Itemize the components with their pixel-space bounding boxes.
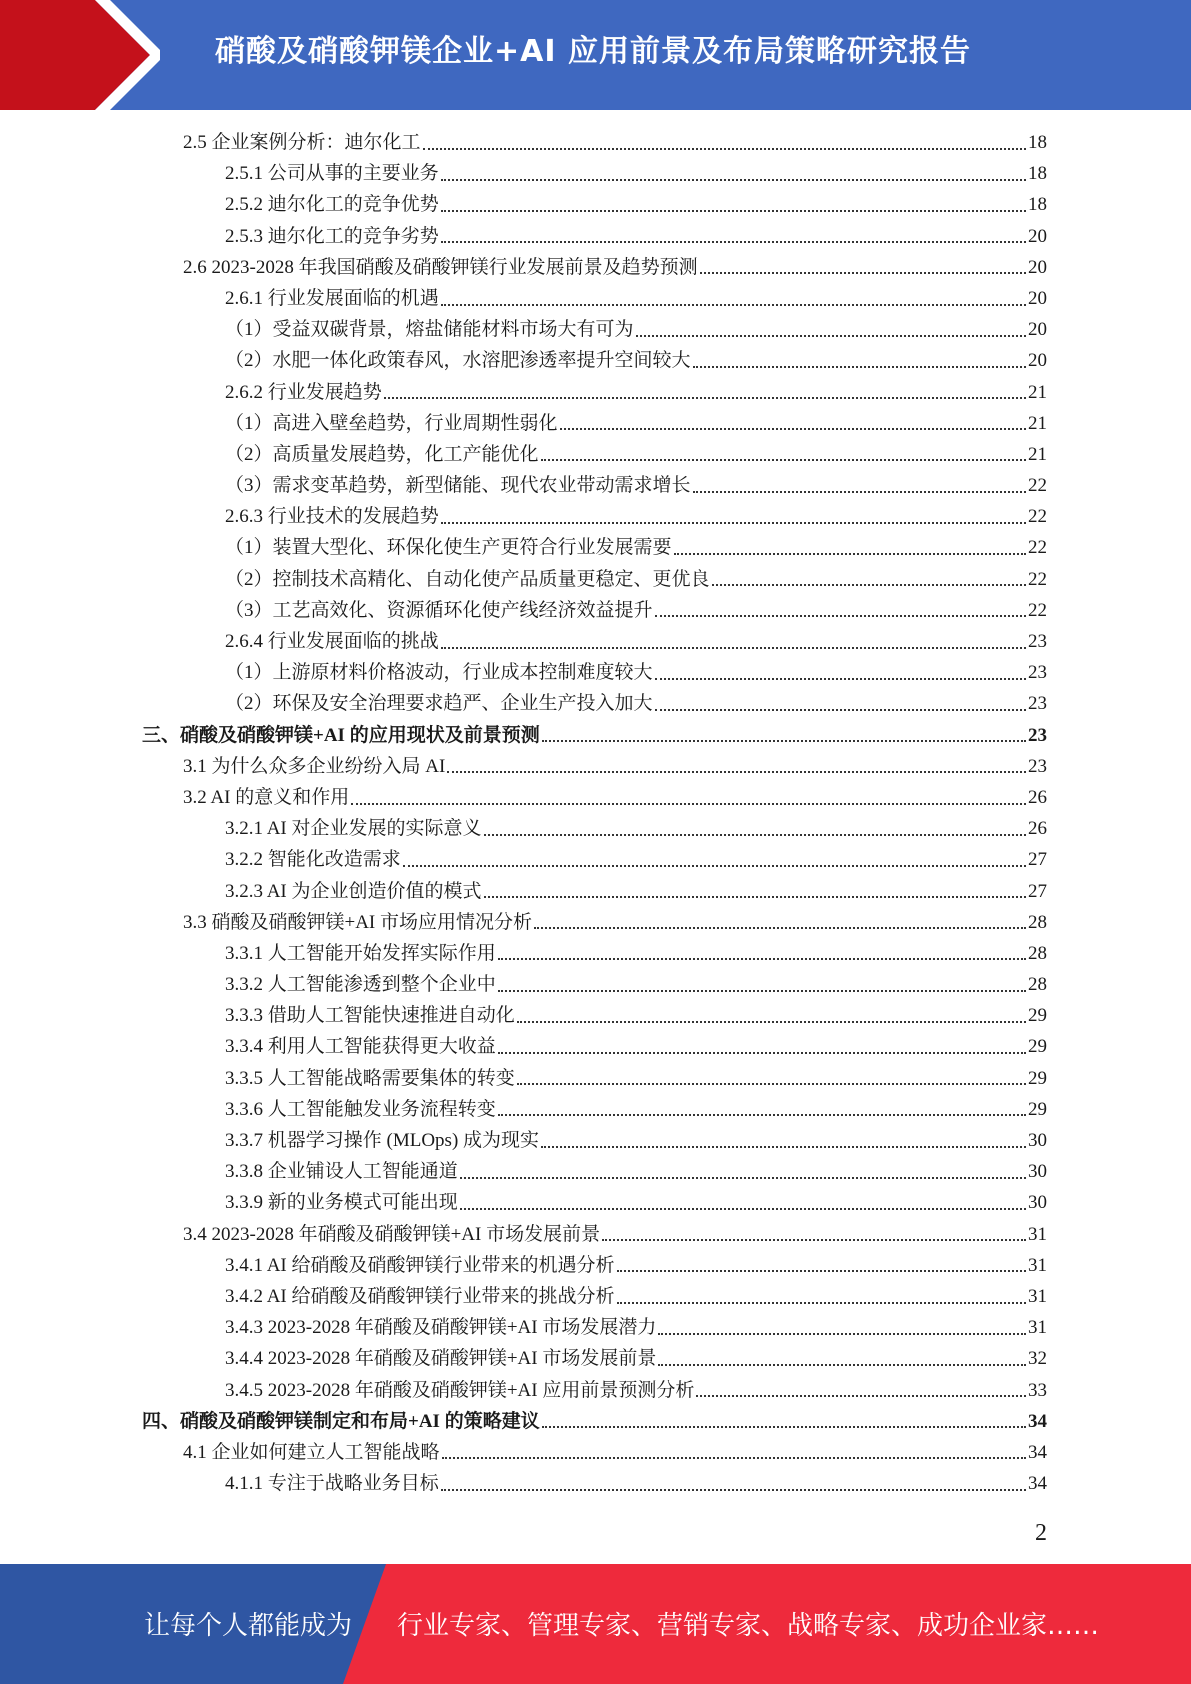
footer-slogan-right: 行业专家、管理专家、营销专家、战略专家、成功企业家…… [397, 1611, 1100, 1641]
toc-dot-leader [423, 148, 1026, 150]
toc-dot-leader [541, 459, 1026, 461]
toc-entry-page: 31 [1028, 1317, 1047, 1339]
toc-dot-leader [674, 553, 1026, 555]
toc-dot-leader [447, 771, 1026, 773]
toc-entry[interactable] [0, 1063, 1191, 1094]
toc-dot-leader [498, 1114, 1026, 1116]
toc-entry[interactable] [0, 938, 1191, 969]
toc-entry[interactable] [0, 1312, 1191, 1343]
toc-entry-page: 27 [1028, 849, 1047, 871]
toc-dot-leader [541, 1146, 1026, 1148]
toc-entry-page: 18 [1028, 132, 1047, 153]
toc-entry[interactable] [0, 439, 1191, 470]
toc-entry[interactable] [0, 1094, 1191, 1125]
toc-entry-label: 2.5 企业案例分析：迪尔化工 [183, 132, 421, 153]
toc-entry-label: 3.3.3 借助人工智能快速推进自动化 [225, 1005, 515, 1027]
toc-entry-page: 32 [1028, 1348, 1047, 1370]
toc-entry[interactable] [0, 283, 1191, 314]
toc-entry[interactable] [0, 1281, 1191, 1312]
toc-dot-leader [441, 304, 1026, 306]
toc-entry-page: 20 [1028, 287, 1047, 309]
toc-dot-leader [693, 491, 1026, 493]
toc-entry-label: 3.3.9 新的业务模式可能出现 [225, 1192, 458, 1214]
toc-entry-label: （2）控制技术高精化、自动化使产品质量更稳定、更优良 [225, 568, 710, 590]
toc-entry-label: （1）装置大型化、环保化使生产更符合行业发展需要 [225, 537, 672, 559]
toc-entry-page: 30 [1028, 1161, 1047, 1183]
toc-entry-label: （3）需求变革趋势，新型储能、现代农业带动需求增长 [225, 475, 691, 497]
toc-entry[interactable] [0, 751, 1191, 782]
toc-dot-leader [658, 1333, 1026, 1335]
toc-entry[interactable] [0, 377, 1191, 408]
toc-dot-leader [602, 1239, 1026, 1241]
toc-entry-page: 29 [1028, 1005, 1047, 1027]
toc-dot-leader [693, 366, 1026, 368]
toc-entry-label: 3.2.3 AI 为企业创造价值的模式 [225, 880, 482, 902]
toc-entry-page: 22 [1028, 599, 1047, 621]
toc-entry-label: 3.3 硝酸及硝酸钾镁+AI 市场应用情况分析 [183, 911, 533, 933]
toc-dot-leader [441, 210, 1026, 212]
toc-entry-label: 3.3.2 人工智能渗透到整个企业中 [225, 974, 496, 996]
toc-entry-page: 34 [1028, 1441, 1047, 1463]
toc-entry-page: 29 [1028, 1036, 1047, 1058]
toc-entry-label: 3.3.5 人工智能战略需要集体的转变 [225, 1067, 515, 1089]
report-title: 硝酸及硝酸钾镁企业+AI 应用前景及布局策略研究报告 [215, 34, 971, 69]
toc-entry[interactable] [0, 1031, 1191, 1062]
toc-entry-page: 34 [1028, 1473, 1047, 1495]
toc-entry[interactable] [0, 813, 1191, 844]
toc-entry[interactable] [0, 1187, 1191, 1218]
toc-entry[interactable] [0, 720, 1191, 751]
toc-entry-page: 23 [1028, 724, 1047, 746]
toc-entry[interactable] [0, 969, 1191, 1000]
toc-entry-page: 23 [1028, 755, 1047, 777]
toc-dot-leader [517, 1021, 1026, 1023]
toc-entry[interactable] [0, 470, 1191, 501]
toc-entry[interactable] [0, 1375, 1191, 1406]
header-chevron-icon [0, 0, 160, 110]
toc-dot-leader [403, 865, 1026, 867]
toc-entry[interactable] [0, 252, 1191, 283]
toc-entry[interactable] [0, 501, 1191, 532]
toc-entry-label: 三、硝酸及硝酸钾镁+AI 的应用现状及前景预测 [142, 724, 540, 746]
toc-dot-leader [384, 397, 1026, 399]
toc-entry-label: 3.2 AI 的意义和作用 [183, 786, 350, 808]
toc-entry-page: 31 [1028, 1223, 1047, 1245]
toc-dot-leader [655, 709, 1026, 711]
toc-entry-label: 3.4 2023-2028 年硝酸及硝酸钾镁+AI 市场发展前景 [183, 1223, 601, 1245]
toc-entry-page: 23 [1028, 693, 1047, 715]
toc-entry-label: （3）工艺高效化、资源循环化使产线经济效益提升 [225, 599, 653, 621]
toc-dot-leader [484, 896, 1026, 898]
toc-entry-label: 3.3.1 人工智能开始发挥实际作用 [225, 942, 496, 964]
toc-entry[interactable] [0, 564, 1191, 595]
toc-entry-label: 3.3.4 利用人工智能获得更大收益 [225, 1036, 496, 1058]
report-header [0, 0, 1191, 110]
toc-entry-label: （1）高进入壁垒趋势，行业周期性弱化 [225, 412, 558, 434]
toc-entry-page: 23 [1028, 631, 1047, 652]
toc-entry[interactable] [0, 1406, 1191, 1437]
toc-dot-leader [441, 522, 1026, 524]
toc-entry-page: 29 [1028, 1067, 1047, 1089]
toc-entry-page: 20 [1028, 225, 1047, 247]
toc-entry-label: 3.4.5 2023-2028 年硝酸及硝酸钾镁+AI 应用前景预测分析 [225, 1379, 695, 1401]
toc-entry-page: 23 [1028, 662, 1047, 684]
toc-entry[interactable] [0, 907, 1191, 938]
toc-entry-label: （2）水肥一体化政策春风，水溶肥渗透率提升空间较大 [225, 350, 691, 372]
toc-entry[interactable] [0, 1437, 1191, 1468]
toc-entry-label: 2.6.1 行业发展面临的机遇 [225, 287, 439, 309]
toc-entry[interactable] [0, 532, 1191, 563]
toc-entry-label: 2.5.1 公司从事的主要业务 [225, 163, 439, 185]
toc-entry-page: 20 [1028, 319, 1047, 341]
toc-entry-label: 4.1 企业如何建立人工智能战略 [183, 1441, 440, 1463]
toc-dot-leader [636, 335, 1026, 337]
toc-dot-leader [542, 740, 1026, 742]
toc-entry[interactable] [0, 782, 1191, 813]
toc-entry[interactable] [0, 657, 1191, 688]
toc-entry[interactable] [0, 1468, 1191, 1499]
toc-entry[interactable] [0, 1343, 1191, 1374]
toc-dot-leader [498, 1052, 1026, 1054]
toc-dot-leader [655, 678, 1026, 680]
toc-dot-leader [442, 1457, 1026, 1459]
toc-entry-label: 2.5.2 迪尔化工的竞争优势 [225, 194, 439, 216]
toc-entry-page: 28 [1028, 942, 1047, 964]
table-of-contents [0, 127, 1191, 1499]
toc-entry-page: 28 [1028, 974, 1047, 996]
toc-entry[interactable] [0, 158, 1191, 189]
toc-entry-page: 22 [1028, 537, 1047, 559]
toc-dot-leader [534, 927, 1026, 929]
toc-entry[interactable] [0, 408, 1191, 439]
toc-entry-label: 3.3.7 机器学习操作 (MLOps) 成为现实 [225, 1130, 540, 1151]
toc-entry-label: 3.3.8 企业铺设人工智能通道 [225, 1161, 458, 1183]
toc-entry[interactable] [0, 221, 1191, 252]
toc-entry-label: 3.2.1 AI 对企业发展的实际意义 [225, 818, 482, 840]
toc-entry-page: 18 [1028, 163, 1047, 185]
toc-dot-leader [617, 1270, 1026, 1272]
toc-dot-leader [441, 647, 1026, 649]
toc-dot-leader [498, 958, 1026, 960]
toc-entry-label: 2.6.2 行业发展趋势 [225, 381, 382, 403]
toc-entry[interactable] [0, 1125, 1191, 1156]
toc-entry[interactable] [0, 189, 1191, 220]
page-number: 2 [1035, 1520, 1047, 1546]
toc-entry[interactable] [0, 844, 1191, 875]
toc-entry[interactable] [0, 1219, 1191, 1250]
toc-dot-leader [542, 1426, 1026, 1428]
footer-slogan-left: 让每个人都能成为 [144, 1611, 353, 1641]
toc-dot-leader [560, 428, 1026, 430]
toc-entry-label: 3.4.3 2023-2028 年硝酸及硝酸钾镁+AI 市场发展潜力 [225, 1317, 657, 1339]
toc-dot-leader [441, 241, 1026, 243]
toc-entry-page: 28 [1028, 911, 1047, 933]
toc-entry[interactable] [0, 626, 1191, 657]
toc-dot-leader [517, 1083, 1026, 1085]
toc-dot-leader [712, 584, 1026, 586]
toc-entry-page: 26 [1028, 818, 1047, 840]
toc-entry-page: 30 [1028, 1192, 1047, 1214]
toc-entry[interactable] [0, 1000, 1191, 1031]
toc-dot-leader [658, 1364, 1026, 1366]
toc-dot-leader [655, 615, 1026, 617]
toc-dot-leader [351, 803, 1026, 805]
toc-dot-leader [700, 272, 1026, 274]
toc-entry-label: 3.4.2 AI 给硝酸及硝酸钾镁行业带来的挑战分析 [225, 1285, 615, 1307]
toc-entry[interactable] [0, 127, 1191, 158]
toc-entry-label: 4.1.1 专注于战略业务目标 [225, 1473, 439, 1495]
toc-entry-label: 四、硝酸及硝酸钾镁制定和布局+AI 的策略建议 [142, 1410, 540, 1432]
toc-entry-label: （1）受益双碳背景，熔盐储能材料市场大有可为 [225, 319, 634, 341]
toc-dot-leader [484, 834, 1026, 836]
toc-entry-page: 22 [1028, 506, 1047, 528]
toc-entry-page: 30 [1028, 1130, 1047, 1151]
toc-dot-leader [498, 990, 1026, 992]
toc-entry-label: 2.6 2023-2028 年我国硝酸及硝酸钾镁行业发展前景及趋势预测 [183, 256, 698, 278]
toc-entry-page: 29 [1028, 1098, 1047, 1120]
toc-entry-page: 31 [1028, 1285, 1047, 1307]
toc-entry-page: 22 [1028, 475, 1047, 497]
toc-entry-page: 34 [1028, 1410, 1047, 1432]
toc-entry-page: 27 [1028, 880, 1047, 902]
toc-dot-leader [460, 1177, 1026, 1179]
toc-entry-label: 3.3.6 人工智能触发业务流程转变 [225, 1098, 496, 1120]
toc-entry-page: 22 [1028, 568, 1047, 590]
toc-entry[interactable] [0, 688, 1191, 719]
toc-dot-leader [617, 1302, 1026, 1304]
toc-entry[interactable] [0, 1156, 1191, 1187]
toc-entry-page: 21 [1028, 381, 1047, 403]
toc-entry-page: 21 [1028, 412, 1047, 434]
toc-entry[interactable] [0, 314, 1191, 345]
toc-entry-label: （2）环保及安全治理要求趋严、企业生产投入加大 [225, 693, 653, 715]
toc-entry-page: 26 [1028, 786, 1047, 808]
toc-entry-label: 2.6.4 行业发展面临的挑战 [225, 631, 439, 652]
toc-entry-page: 20 [1028, 256, 1047, 278]
toc-entry-label: （2）高质量发展趋势，化工产能优化 [225, 443, 539, 465]
toc-entry-label: 3.1 为什么众多企业纷纷入局 AI [183, 755, 446, 777]
toc-entry-page: 21 [1028, 443, 1047, 465]
toc-entry-label: 2.6.3 行业技术的发展趋势 [225, 506, 439, 528]
toc-entry-label: 2.5.3 迪尔化工的竞争劣势 [225, 225, 439, 247]
toc-entry-label: （1）上游原材料价格波动，行业成本控制难度较大 [225, 662, 653, 684]
toc-dot-leader [460, 1208, 1026, 1210]
toc-entry-page: 33 [1028, 1379, 1047, 1401]
toc-entry[interactable] [0, 345, 1191, 376]
toc-entry-page: 31 [1028, 1254, 1047, 1276]
toc-entry-label: 3.2.2 智能化改造需求 [225, 849, 401, 871]
toc-entry-label: 3.4.1 AI 给硝酸及硝酸钾镁行业带来的机遇分析 [225, 1254, 615, 1276]
toc-entry-page: 18 [1028, 194, 1047, 216]
toc-entry-label: 3.4.4 2023-2028 年硝酸及硝酸钾镁+AI 市场发展前景 [225, 1348, 657, 1370]
toc-dot-leader [441, 179, 1026, 181]
toc-entry-page: 20 [1028, 350, 1047, 372]
toc-dot-leader [441, 1489, 1026, 1491]
toc-entry[interactable] [0, 876, 1191, 907]
toc-entry[interactable] [0, 595, 1191, 626]
toc-dot-leader [696, 1395, 1026, 1397]
toc-entry[interactable] [0, 1250, 1191, 1281]
